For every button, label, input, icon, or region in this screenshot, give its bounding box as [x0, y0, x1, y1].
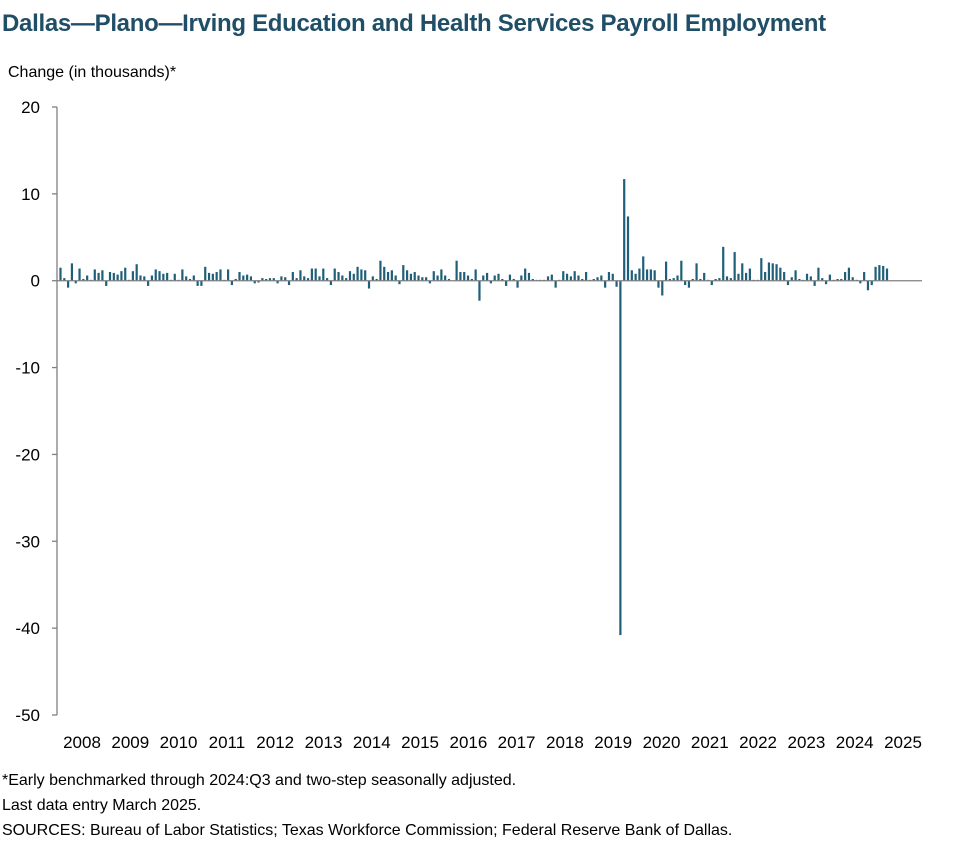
- bar: [524, 269, 526, 281]
- bar: [181, 269, 183, 280]
- x-tick-label: 2019: [594, 733, 633, 752]
- bar: [505, 281, 507, 286]
- bar: [208, 273, 210, 281]
- x-tick-label: 2018: [545, 733, 584, 752]
- bar: [318, 276, 320, 280]
- bar: [59, 268, 61, 281]
- bar: [528, 273, 530, 281]
- bar: [185, 276, 187, 280]
- bar: [657, 281, 659, 288]
- y-axis: [15, 98, 57, 725]
- x-tick-label: 2020: [642, 733, 681, 752]
- bar: [311, 269, 313, 281]
- bar: [509, 275, 511, 281]
- bar: [638, 269, 640, 281]
- bar: [109, 272, 111, 281]
- x-tick-label: 2014: [352, 733, 391, 752]
- bar: [94, 269, 96, 280]
- y-tick-label: 20: [21, 98, 40, 117]
- bar: [482, 276, 484, 281]
- bar: [497, 274, 499, 281]
- bar: [547, 276, 549, 280]
- bar: [695, 263, 697, 280]
- bar: [193, 276, 195, 281]
- benchmark-note: *Early benchmarked through 2024:Q3 and two-step seasonally adjusted.: [2, 772, 517, 789]
- bar: [600, 276, 602, 281]
- x-tick-label: 2011: [208, 733, 246, 752]
- bar: [882, 266, 884, 281]
- bar: [402, 265, 404, 281]
- bar: [414, 272, 416, 281]
- x-tick-label: 2008: [63, 733, 101, 752]
- bar: [794, 270, 796, 280]
- y-tick-label: -20: [15, 445, 40, 465]
- bar: [139, 276, 141, 281]
- bar: [132, 271, 134, 281]
- bar: [440, 269, 442, 280]
- bar: [147, 281, 149, 286]
- bar: [612, 274, 614, 281]
- bar: [680, 261, 682, 281]
- bar: [78, 269, 80, 281]
- bar: [120, 271, 122, 281]
- bar: [303, 276, 305, 280]
- bar: [364, 270, 366, 280]
- bar: [395, 276, 397, 281]
- bar: [280, 276, 282, 280]
- sources-note: SOURCES: Bureau of Labor Statistics; Texas Workforce Commission; Federal Reserve Bank of Dallas.: [2, 822, 733, 839]
- bar: [555, 281, 557, 288]
- bar: [627, 216, 629, 280]
- bar: [101, 270, 103, 280]
- bar: [806, 274, 808, 281]
- bar: [863, 272, 865, 281]
- bar: [360, 269, 362, 280]
- bars: [59, 179, 888, 635]
- bar: [814, 281, 816, 286]
- bar: [219, 269, 221, 280]
- bar: [772, 263, 774, 280]
- bar: [585, 272, 587, 281]
- bar: [570, 276, 572, 280]
- chart-title: Dallas—Plano—Irving Education and Health Services Payroll Employment: [2, 10, 826, 37]
- x-tick-label: 2013: [304, 733, 343, 752]
- bar: [676, 276, 678, 281]
- x-tick-label: 2023: [787, 733, 826, 752]
- bar: [71, 263, 73, 280]
- bar: [623, 179, 625, 281]
- bar: [878, 265, 880, 281]
- bar: [216, 272, 218, 281]
- bar: [456, 261, 458, 281]
- bar: [197, 281, 199, 286]
- x-tick-label: 2017: [497, 733, 536, 752]
- bar: [372, 276, 374, 280]
- bar: [151, 276, 153, 281]
- bar: [356, 267, 358, 281]
- bar: [703, 273, 705, 281]
- bar: [353, 274, 355, 281]
- bar: [768, 262, 770, 280]
- bar: [642, 256, 644, 280]
- bar: [174, 274, 176, 281]
- bar: [615, 281, 617, 287]
- bar: [867, 281, 869, 291]
- bar: [136, 264, 138, 281]
- bar: [436, 276, 438, 281]
- bar: [734, 252, 736, 281]
- bar: [158, 271, 160, 281]
- x-tick-label: 2024: [835, 733, 874, 752]
- bar: [760, 258, 762, 281]
- bar: [722, 247, 724, 281]
- bar: [608, 272, 610, 281]
- bar: [250, 276, 252, 280]
- bar: [246, 275, 248, 281]
- bar: [292, 272, 294, 281]
- bar: [631, 270, 633, 280]
- bar: [478, 281, 480, 301]
- bar: [379, 261, 381, 281]
- y-tick-label: 10: [21, 184, 40, 204]
- bar: [574, 271, 576, 281]
- bar: [726, 276, 728, 280]
- bar: [467, 276, 469, 281]
- bar: [334, 269, 336, 281]
- x-tick-label: 2010: [159, 733, 198, 752]
- bar: [749, 269, 751, 281]
- bar: [166, 273, 168, 281]
- bar: [155, 269, 157, 280]
- chart-notes: [2, 768, 732, 843]
- y-axis-label: Change (in thousands)*: [8, 64, 177, 81]
- bar: [204, 267, 206, 281]
- bar: [391, 270, 393, 280]
- bar: [650, 269, 652, 280]
- bar: [848, 268, 850, 281]
- bar: [566, 274, 568, 281]
- bar: [299, 270, 301, 280]
- bar: [775, 264, 777, 281]
- bar: [844, 272, 846, 281]
- bar: [349, 271, 351, 281]
- bar: [661, 281, 663, 296]
- y-tick-label: -30: [15, 532, 40, 552]
- x-tick-label: 2021: [690, 733, 729, 752]
- bar: [124, 268, 126, 281]
- bar: [486, 273, 488, 281]
- bar: [383, 267, 385, 281]
- bar: [745, 273, 747, 281]
- bar: [764, 272, 766, 281]
- bar: [817, 268, 819, 281]
- bar: [322, 269, 324, 281]
- x-axis: [63, 733, 922, 752]
- bar: [67, 281, 69, 288]
- x-tick-label: 2016: [449, 733, 488, 752]
- bar: [117, 275, 119, 281]
- bar: [810, 276, 812, 280]
- bar: [433, 271, 435, 281]
- bar: [444, 276, 446, 281]
- bar: [475, 269, 477, 280]
- bar: [242, 276, 244, 281]
- bar: [113, 273, 115, 281]
- bar: [516, 281, 518, 288]
- x-tick-label: 2009: [111, 733, 150, 752]
- bar: [635, 274, 637, 281]
- bar: [162, 274, 164, 281]
- bar: [459, 272, 461, 281]
- bar: [619, 281, 621, 635]
- bar: [646, 269, 648, 280]
- bar: [737, 274, 739, 281]
- y-tick-label: -50: [15, 706, 40, 725]
- bar: [779, 268, 781, 281]
- y-tick-label: -10: [15, 358, 40, 378]
- bar: [341, 276, 343, 281]
- bar: [143, 276, 145, 280]
- bar: [417, 276, 419, 281]
- bar: [315, 269, 317, 281]
- bar: [105, 281, 107, 286]
- bar: [494, 276, 496, 281]
- bar: [86, 276, 88, 281]
- bar: [520, 276, 522, 281]
- bar: [829, 275, 831, 281]
- bar: [577, 276, 579, 281]
- bar: [238, 272, 240, 281]
- bar: [368, 281, 370, 289]
- bar: [562, 271, 564, 281]
- x-tick-label: 2022: [739, 733, 778, 752]
- bar: [783, 272, 785, 281]
- x-tick-label: 2025: [884, 733, 922, 752]
- bar: [654, 270, 656, 280]
- bar: [886, 269, 888, 281]
- bar: [874, 267, 876, 281]
- bar: [410, 274, 412, 281]
- last-data-note: Last data entry March 2025.: [2, 797, 202, 814]
- y-tick-label: 0: [30, 271, 40, 291]
- bar: [406, 270, 408, 280]
- bar: [212, 274, 214, 281]
- bar: [688, 281, 690, 288]
- y-tick-label: -40: [15, 619, 40, 639]
- bar: [97, 273, 99, 281]
- bar: [200, 281, 202, 286]
- bar: [551, 275, 553, 281]
- bar: [665, 262, 667, 281]
- bar: [337, 272, 339, 281]
- bar: [741, 263, 743, 280]
- bar: [463, 272, 465, 281]
- x-tick-label: 2012: [256, 733, 295, 752]
- bar: [604, 281, 606, 288]
- x-tick-label: 2015: [401, 733, 440, 752]
- bar: [227, 269, 229, 280]
- bar: [387, 272, 389, 281]
